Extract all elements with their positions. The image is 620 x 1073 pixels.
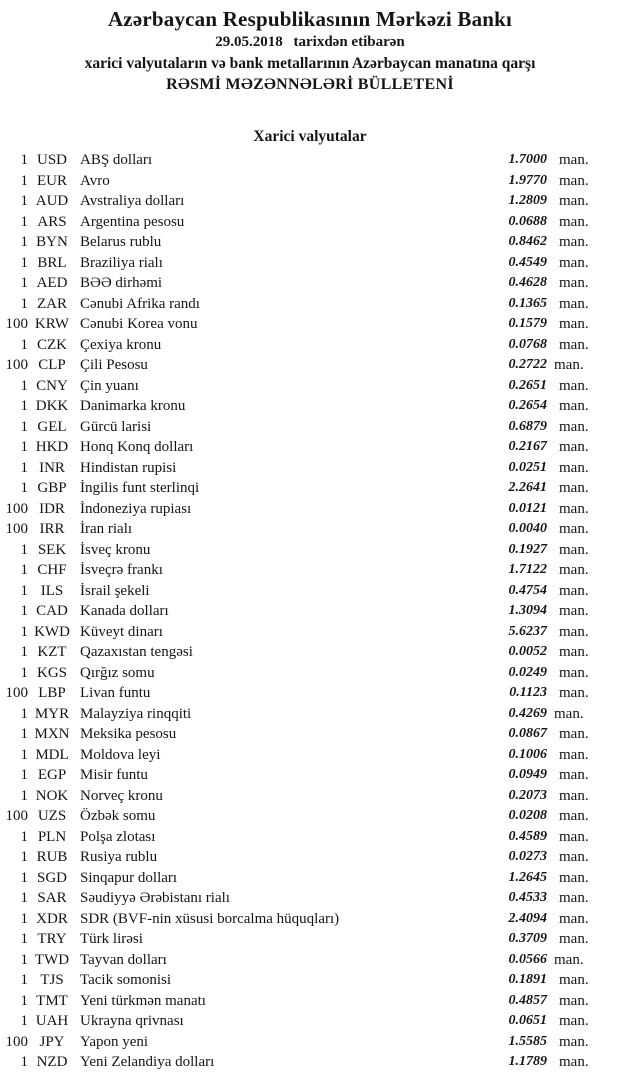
unit-label: man.	[559, 828, 589, 845]
quantity: 1	[20, 623, 28, 640]
rate-value: 1.7122	[508, 562, 547, 577]
quantity: 1	[20, 459, 28, 476]
currency-name: Hindistan rupisi	[80, 459, 177, 476]
currency-row	[0, 724, 620, 745]
currency-row	[0, 847, 620, 868]
rate-value: 0.4549	[508, 254, 547, 270]
currency-code: UZS	[37, 808, 67, 824]
currency-code: SAR	[37, 890, 67, 906]
currency-name: Kanada dolları	[80, 603, 169, 619]
rates-table	[0, 150, 620, 1073]
currency-name: Yeni Zelandiya dolları	[80, 1054, 215, 1070]
quantity: 1	[20, 664, 28, 681]
unit-label: man.	[559, 808, 589, 824]
unit-label: man.	[559, 726, 589, 742]
rate-value: 0.1006	[508, 746, 547, 762]
currency-row	[0, 396, 620, 417]
currency-row	[0, 171, 620, 192]
currency-row	[0, 478, 620, 499]
rate-value: 1.2809	[508, 193, 547, 208]
currency-name: İran rialı	[80, 521, 133, 537]
currency-name: ABŞ dolları	[80, 152, 153, 168]
currency-row	[0, 1032, 620, 1053]
currency-row	[0, 581, 620, 602]
currency-name: Sinqapur dolları	[80, 869, 178, 886]
currency-code: KZT	[37, 644, 67, 660]
currency-row	[0, 888, 620, 909]
currency-name: Moldova leyi	[80, 746, 161, 763]
currency-name: İsveçrə frankı	[80, 562, 163, 578]
currency-name: Livan funtu	[80, 685, 151, 701]
quantity: 100	[5, 316, 28, 332]
rate-value: 0.1579	[508, 316, 547, 331]
unit-label: man.	[559, 275, 589, 291]
quantity: 1	[20, 849, 28, 865]
currency-name: Çili Pesosu	[80, 357, 148, 373]
unit-label: man.	[559, 439, 589, 455]
currency-name: İsrail şekeli	[80, 582, 150, 599]
currency-row	[0, 827, 620, 848]
unit-label: man.	[559, 316, 589, 332]
rate-value: 0.3709	[508, 931, 547, 946]
rate-value: 0.2722	[508, 357, 547, 372]
currency-row	[0, 786, 620, 807]
unit-label: man.	[559, 582, 589, 599]
currency-name: Danimarka kronu	[80, 398, 186, 414]
currency-row	[0, 909, 620, 930]
currency-name: Tayvan dolları	[80, 951, 167, 968]
rate-value: 0.0249	[508, 664, 547, 680]
currency-name: Cənubi Korea vonu	[80, 316, 198, 332]
currency-row	[0, 191, 620, 212]
document-subtitle: xarici valyutaların və bank metallarının Azərbaycan manatına qarşı	[84, 55, 536, 72]
currency-row	[0, 1052, 620, 1073]
quantity: 1	[20, 705, 28, 722]
rate-value: 0.0768	[508, 336, 547, 352]
quantity: 1	[20, 295, 28, 312]
rate-value: 0.0949	[508, 767, 547, 782]
rate-value: 0.1891	[508, 972, 547, 987]
currency-row	[0, 540, 620, 561]
unit-label: man.	[559, 910, 589, 927]
unit-label: man.	[559, 193, 589, 209]
quantity: 100	[5, 1033, 28, 1050]
unit-label: man.	[559, 931, 589, 947]
quantity: 1	[20, 890, 28, 906]
currency-code: HKD	[35, 439, 69, 455]
currency-name: Belarus rublu	[80, 234, 162, 250]
unit-label: man.	[559, 746, 589, 763]
unit-label: man.	[559, 685, 589, 701]
unit-label: man.	[559, 398, 589, 414]
rate-value: 0.0651	[508, 1013, 547, 1028]
currency-code: MDL	[35, 746, 69, 763]
currency-code: IDR	[39, 500, 65, 517]
quantity: 1	[20, 480, 28, 496]
rate-value: 0.0052	[508, 644, 547, 659]
unit-label: man.	[559, 480, 589, 496]
rate-value: 0.4269	[508, 705, 547, 721]
quantity: 100	[5, 357, 28, 373]
quantity: 1	[20, 172, 28, 189]
currency-name: Küveyt dinarı	[80, 623, 163, 640]
currency-row	[0, 601, 620, 622]
unit-label: man.	[559, 418, 589, 435]
currency-row	[0, 663, 620, 684]
currency-name: Braziliya rialı	[80, 254, 163, 271]
rate-value: 1.3094	[508, 603, 547, 618]
currency-code: AED	[36, 275, 68, 291]
quantity: 1	[20, 869, 28, 886]
currency-code: PLN	[37, 828, 67, 845]
quantity: 1	[20, 726, 28, 742]
currency-name: Meksika pesosu	[80, 726, 177, 742]
quantity: 1	[20, 234, 28, 250]
unit-label: man.	[559, 992, 589, 1009]
quantity: 1	[20, 1054, 28, 1070]
currency-code: GEL	[37, 418, 67, 435]
rate-value: 0.0566	[508, 951, 547, 967]
currency-row	[0, 868, 620, 889]
quantity: 1	[20, 787, 28, 804]
currency-code: CHF	[37, 562, 67, 578]
currency-row	[0, 232, 620, 253]
currency-name: İndoneziya rupiası	[80, 500, 192, 517]
section-title: Xarici valyutalar	[253, 128, 367, 145]
currency-row	[0, 991, 620, 1012]
quantity: 1	[20, 644, 28, 660]
document-header	[0, 6, 620, 95]
rate-value: 1.2645	[508, 869, 547, 885]
currency-row	[0, 704, 620, 725]
rate-value: 0.4857	[508, 992, 547, 1008]
unit-label: man.	[559, 213, 589, 230]
unit-label: man.	[559, 623, 589, 640]
currency-name: Gürcü larisi	[80, 418, 152, 435]
unit-label: man.	[554, 705, 584, 722]
currency-code: ILS	[40, 582, 64, 599]
currency-row	[0, 499, 620, 520]
currency-name: Norveç kronu	[80, 787, 163, 804]
rate-value: 2.4094	[508, 910, 547, 926]
rate-value: 2.2641	[508, 480, 547, 495]
currency-row	[0, 355, 620, 376]
unit-label: man.	[559, 1054, 589, 1070]
quantity: 1	[20, 275, 28, 291]
currency-name: Misir funtu	[80, 767, 148, 783]
currency-code: CZK	[37, 336, 67, 353]
effective-date: 29.05.2018	[215, 34, 283, 50]
currency-row	[0, 745, 620, 766]
currency-name: SDR (BVF-nin xüsusi borcalma hüquqları)	[80, 910, 340, 927]
currency-code: TWD	[34, 951, 70, 968]
currency-row	[0, 212, 620, 233]
unit-label: man.	[559, 500, 589, 517]
currency-code: GBP	[37, 480, 67, 496]
effective-date-suffix: tarixdən etibarən	[293, 34, 405, 50]
unit-label: man.	[559, 172, 589, 189]
currency-row	[0, 560, 620, 581]
currency-code: XDR	[36, 910, 68, 927]
currency-row	[0, 950, 620, 971]
quantity: 1	[20, 767, 28, 783]
quantity: 1	[20, 377, 28, 394]
currency-name: Malayziya rinqqiti	[80, 705, 192, 722]
quantity: 1	[20, 193, 28, 209]
currency-row	[0, 253, 620, 274]
unit-label: man.	[559, 336, 589, 353]
currency-row	[0, 622, 620, 643]
quantity: 1	[20, 582, 28, 599]
rate-value: 5.6237	[508, 623, 547, 639]
currency-name: Cənubi Afrika randı	[80, 295, 200, 312]
currency-name: BƏƏ dirhəmi	[80, 275, 163, 291]
currency-code: KWD	[34, 623, 70, 640]
quantity: 1	[20, 746, 28, 763]
currency-code: AUD	[35, 193, 69, 209]
currency-name: Tacik somonisi	[80, 972, 172, 988]
currency-name: Qırğız somu	[80, 664, 155, 681]
quantity: 1	[20, 910, 28, 927]
currency-row	[0, 765, 620, 786]
currency-code: SEK	[37, 541, 67, 558]
rate-value: 0.2654	[508, 398, 547, 413]
currency-name: Çin yuanı	[80, 377, 139, 394]
unit-label: man.	[559, 767, 589, 783]
quantity: 1	[20, 439, 28, 455]
quantity: 1	[20, 336, 28, 353]
currency-code: UAH	[35, 1013, 69, 1029]
unit-label: man.	[559, 295, 589, 312]
currency-name: Türk lirəsi	[80, 931, 143, 947]
rate-value: 0.4533	[508, 890, 547, 905]
currency-code: DKK	[35, 398, 69, 414]
unit-label: man.	[559, 152, 589, 168]
currency-name: Ukrayna qrivnası	[80, 1013, 184, 1029]
currency-code: NZD	[36, 1054, 68, 1070]
rate-value: 0.1365	[508, 295, 547, 311]
currency-name: Honq Konq dolları	[80, 439, 194, 455]
currency-code: TJS	[40, 972, 64, 988]
currency-row	[0, 314, 620, 335]
unit-label: man.	[559, 972, 589, 988]
unit-label: man.	[559, 377, 589, 394]
currency-row	[0, 970, 620, 991]
rate-value: 0.0040	[508, 521, 547, 536]
currency-code: LBP	[38, 685, 66, 701]
unit-label: man.	[559, 644, 589, 660]
rate-value: 0.4628	[508, 275, 547, 290]
quantity: 1	[20, 828, 28, 845]
unit-label: man.	[559, 541, 589, 558]
rate-value: 0.6879	[508, 418, 547, 434]
currency-name: Qazaxıstan tengəsi	[80, 644, 193, 660]
unit-label: man.	[559, 603, 589, 619]
currency-row	[0, 273, 620, 294]
bulletin-title: RƏSMİ MƏZƏNNƏLƏRİ BÜLLETENİ	[166, 76, 454, 93]
quantity: 1	[20, 152, 28, 168]
rate-value: 0.8462	[508, 234, 547, 249]
currency-row	[0, 519, 620, 540]
quantity: 1	[20, 1013, 28, 1029]
rate-value: 0.2651	[508, 377, 547, 393]
unit-label: man.	[559, 664, 589, 681]
currency-code: BYN	[36, 234, 68, 250]
currency-code: JPY	[39, 1033, 65, 1050]
unit-label: man.	[554, 357, 584, 373]
currency-name: Avstraliya dolları	[80, 193, 185, 209]
currency-row	[0, 150, 620, 171]
rate-value: 0.4589	[508, 828, 547, 844]
unit-label: man.	[559, 562, 589, 578]
quantity: 1	[20, 931, 28, 947]
quantity: 1	[20, 603, 28, 619]
currency-name: İngilis funt sterlinqi	[80, 480, 200, 496]
currency-code: TMT	[36, 992, 68, 1009]
rate-value: 0.2167	[508, 439, 547, 454]
quantity: 1	[20, 972, 28, 988]
quantity: 1	[20, 398, 28, 414]
unit-label: man.	[559, 890, 589, 906]
rate-value: 0.0867	[508, 726, 547, 741]
currency-code: TRY	[37, 931, 67, 947]
currency-code: SGD	[36, 869, 67, 886]
rate-value: 0.0688	[508, 213, 547, 229]
currency-row	[0, 458, 620, 479]
quantity: 1	[20, 213, 28, 230]
quantity: 1	[20, 541, 28, 558]
currency-row	[0, 335, 620, 356]
rate-value: 1.7000	[508, 152, 547, 167]
rate-value: 0.4754	[508, 582, 547, 598]
unit-label: man.	[559, 254, 589, 271]
currency-row	[0, 929, 620, 950]
currency-code: BRL	[37, 254, 67, 271]
currency-code: EUR	[37, 172, 67, 189]
currency-name: Özbək somu	[80, 808, 156, 824]
rate-value: 1.1789	[508, 1054, 547, 1069]
rate-value: 0.1927	[508, 541, 547, 557]
effective-date-line	[0, 32, 620, 53]
bank-title: Azərbaycan Respublikasının Mərkəzi Bankı	[107, 7, 513, 31]
currency-name: Rusiya rublu	[80, 849, 158, 865]
currency-code: RUB	[36, 849, 68, 865]
currency-row	[0, 683, 620, 704]
currency-code: MXN	[34, 726, 70, 742]
unit-label: man.	[559, 787, 589, 804]
currency-name: Argentina pesosu	[80, 213, 185, 230]
rate-value: 0.0208	[508, 808, 547, 823]
unit-label: man.	[559, 1033, 589, 1050]
currency-code: KGS	[36, 664, 67, 681]
unit-label: man.	[554, 951, 584, 968]
currency-code: KRW	[34, 316, 70, 332]
rate-value: 0.2073	[508, 787, 547, 803]
rate-value: 1.9770	[508, 172, 547, 188]
quantity: 1	[20, 562, 28, 578]
currency-code: CAD	[36, 603, 68, 619]
currency-row	[0, 376, 620, 397]
currency-row	[0, 294, 620, 315]
rate-value: 0.0251	[508, 459, 547, 475]
currency-name: Yeni türkmən manatı	[80, 992, 206, 1009]
currency-name: Polşa zlotası	[80, 828, 156, 845]
quantity: 100	[5, 685, 28, 701]
currency-code: CLP	[38, 357, 66, 373]
quantity: 100	[5, 808, 28, 824]
currency-name: Çexiya kronu	[80, 336, 162, 353]
currency-row	[0, 1011, 620, 1032]
unit-label: man.	[559, 869, 589, 886]
unit-label: man.	[559, 849, 589, 865]
quantity: 1	[20, 418, 28, 435]
currency-name: Avro	[80, 172, 110, 189]
currency-code: CNY	[36, 377, 68, 394]
unit-label: man.	[559, 459, 589, 476]
currency-name: İsveç kronu	[80, 541, 151, 558]
rate-value: 0.0273	[508, 849, 547, 864]
unit-label: man.	[559, 234, 589, 250]
quantity: 1	[20, 992, 28, 1009]
unit-label: man.	[559, 1013, 589, 1029]
currency-row	[0, 437, 620, 458]
currency-code: INR	[39, 459, 65, 476]
quantity: 100	[5, 500, 28, 517]
rate-value: 1.5585	[508, 1033, 547, 1049]
currency-name: Yapon yeni	[80, 1033, 149, 1050]
currency-code: IRR	[39, 521, 65, 537]
currency-code: ZAR	[37, 295, 67, 312]
currency-name: Səudiyyə Ərəbistanı rialı	[80, 890, 230, 906]
currency-code: MYR	[34, 705, 70, 722]
rate-value: 0.0121	[508, 500, 547, 516]
currency-code: NOK	[35, 787, 69, 804]
currency-code: USD	[36, 152, 67, 168]
currency-code: EGP	[37, 767, 67, 783]
quantity: 100	[5, 521, 28, 537]
rate-value: 0.1123	[509, 685, 547, 700]
currency-row	[0, 417, 620, 438]
quantity: 1	[20, 254, 28, 271]
unit-label: man.	[559, 521, 589, 537]
currency-code: ARS	[37, 213, 67, 230]
quantity: 1	[20, 951, 28, 968]
currency-row	[0, 806, 620, 827]
currency-row	[0, 642, 620, 663]
